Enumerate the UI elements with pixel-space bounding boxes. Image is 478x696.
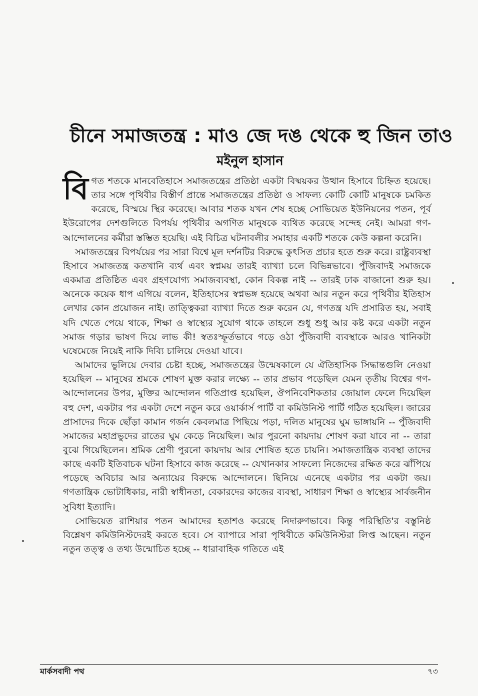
paragraph-3: আমাদের ভুলিয়ে দেবার চেষ্টা হচ্ছে, সমাজতন্ত্রের উন্মেষকালে যে ঐতিহাসিক সিদ্ধান্তগুলি নেওয়া হয়েছিল -- মানুষের শ্রমকে শোষণ মুক্ত করার লক্ষ্যে -- তার প্রভাব পড়েছিল যেমন তৃতীয় বিশ্বের গণ-আন্দোলনের উপর, মুক্তির আন্দোলন গতিপ্রাপ্ত হয়েছিল, ঔপনিবেশিকতার জোয়াল ফেলে দিয়েছিল বহু দেশ, একটার পর একটা দেশে নতুন করে ওয়ার্কার্স পার্টি বা কমিউনিস্ট পার্টি গঠিত হয়েছিল। জারের প্রাসাদের দিকে ছোঁড়া কামান গর্জন কেবলমাত্র পিছিয়ে পড়া, দলিত মানুষের ঘুম ভাঙ্গায়নি -- পুঁজিবাদী সমাজের মহাপ্রভুদের রাতের ঘুম কেড়ে নিয়েছিল। আর পুরনো কায়দায় শোষণ করা যাবে না -- তারা বুঝে গিয়েছিলেন। শ্রমিক শ্রেণী পুরনো কায়দায় আর শোষিত হতে চায়নি। সমাজতান্ত্রিক ব্যবস্থা তাদের কাছে একটি ইতিবাচক ঘটনা হিসাবে কাজ করেছে -- যেখানকার সাফল্যে নিজেদের রক্ষিত করে ঝাঁপিয়ে পড়েছে অবিচার আর অন্যায়ের বিরুদ্ধে আন্দোলনে। ছিনিয়ে এনেছে একটার পর একটা জয়। গণতান্ত্রিক ভোটাধিকার, নারী স্বাধীনতা, বেকারদের কাজের ব্যবস্থা, সাধারণ শিক্ষা ও স্বাস্থ্যের সার্বজনীন সুবিধা ইত্যাদি।	[63, 360, 431, 513]
article-body	[63, 172, 431, 557]
paragraph-1-text: গত শতকে মানবেতিহাসে সমাজতন্ত্রের প্রতিষ্ঠা একটা বিষ্ময়কর উত্থান হিসাবে চিহ্নিত হয়েছে। তার সঙ্গে পৃথিবীর বিস্তীর্ণ প্রান্তে সমাজতন্ত্রের প্রতিষ্ঠা ও সাফল্য কোটি কোটি মানুষকে চমকিত করেছে, বিস্ময়ে স্থির করেছে। আবার শতক যখন শেষ হচ্ছে সোভিয়েত ইউনিয়নের পতন, পূর্ব ইউরোপের দেশগুলিতে বিপর্যয় পৃথিবীর অগণিত মানুষকে ব্যথিত করেছে সন্দেহ নেই। আমরা গণ-আন্দোলনের কর্মীরা স্তম্ভিত হয়েছি। এই বিচিত্র ঘটনাবলীর সমাহার একটি শতকে কেউ কল্পনা করেনি।	[63, 176, 431, 244]
page-number: ৭৩	[427, 667, 438, 676]
scan-speck	[452, 282, 454, 284]
paragraph-1	[63, 172, 431, 246]
paragraph-2: সমাজতন্ত্রের বিপর্যয়ের পর সারা বিশ্বে মূল দর্শনটির বিরুদ্ধে কুৎসিত প্রচার হতে শুরু করে। রাষ্ট্রব্যবস্থা হিসাবে সমাজতন্ত্র কতখানি ব্যর্থ এবং স্বপ্নময় তারই ব্যাখ্যা চলে বিভিন্নভাবে। পুঁজিবাদই সমাজকে একমাত্র প্রতিষ্ঠিত এবং গ্রহণযোগ্য সমাজব্যবস্থা, কোন বিকল্প নাই -- তারই ঢাক বাজানো শুরু হয়। অনেকে কয়েক ধাপ এগিয়ে বলেন, ইতিহাসের স্বপ্নভঙ্গ হয়েছে অথবা আর নতুন করে পৃথিবীর ইতিহাস লেখার কোন প্রয়োজন নাই। তাত্ত্বিকরা ব্যাখ্যা দিতে শুরু করেন যে, গণতন্ত্র যদি প্রসারিত হয়, সবাই যদি খেতে পেয়ে থাকে, শিক্ষা ও স্বাস্থ্যের সুযোগ থাকে তাহলে শুধু শুধু আর কষ্ট করে একটা নতুন সমাজ গড়ার ভাষণ দিয়ে লাভ কী! স্বতঃস্ফূর্তভাবে গড়ে ওঠা পুঁজিবাদী ব্যবস্থাকে আরও খানিকটা ঘষেমেজে নিয়েই নাকি দিব্যি চালিয়ে দেওয়া যাবে।	[63, 246, 431, 357]
drop-cap: বি	[63, 172, 89, 207]
paragraph-4: সোভিয়েত রাশিয়ার পতন আমাদের হতাশও করেছে নিদারুণভাবে। কিন্তু পরিস্থিতি'র বস্তুনিষ্ঠ বিশ্লেষণ কমিউনিস্টদেরই করতে হবে। সে ব্যাপারে সারা পৃথিবীতে কমিউনিস্টরা লিপ্ত আছেন। নতুন নতুন তত্ত্ব ও তথ্য উন্মোচিত হচ্ছে -- ধারাবাহিক গতিতে এই	[63, 515, 431, 556]
article-author: মইনুল হাসান	[216, 154, 284, 169]
journal-name: মার্কসবাদী পথ	[40, 667, 85, 676]
article-title: চীনে সমাজতন্ত্র : মাও জে দঙ থেকে হু জিন তাও	[70, 125, 453, 147]
scan-speck	[22, 540, 24, 542]
page-footer	[40, 664, 438, 677]
